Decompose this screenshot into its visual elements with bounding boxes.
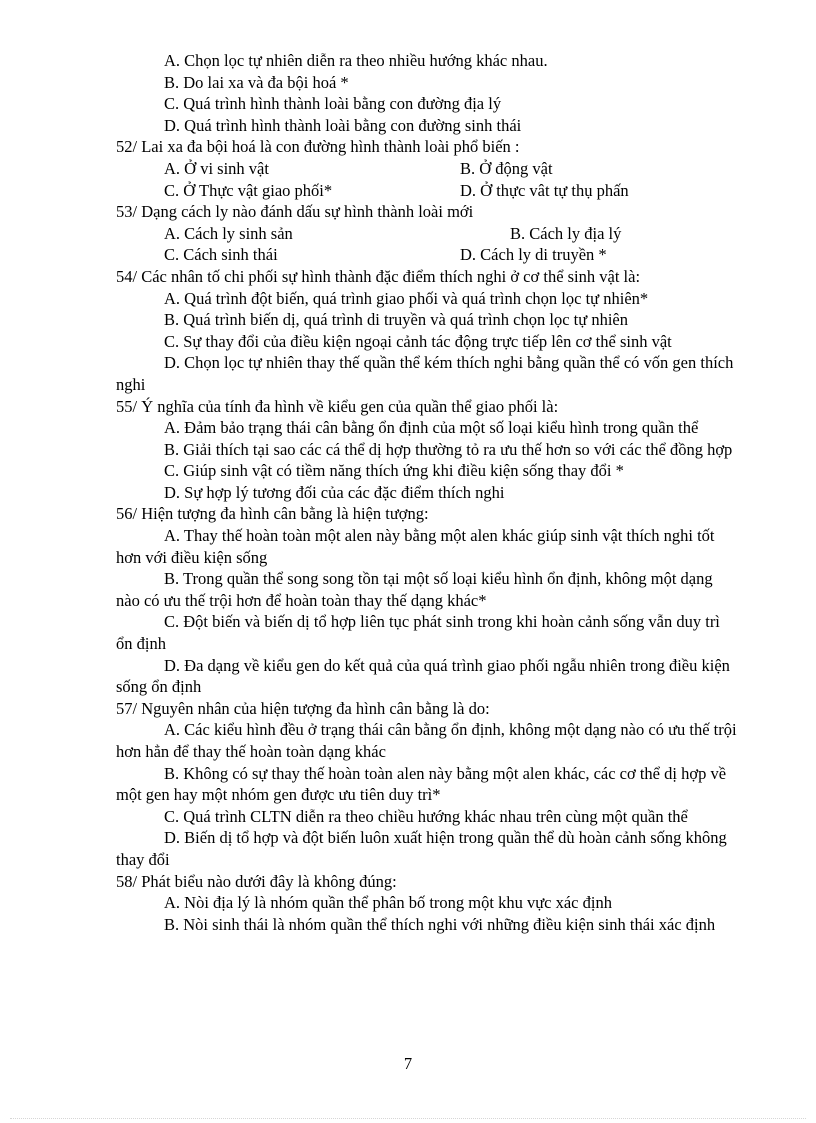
answer-b: B. Ở động vật bbox=[460, 158, 553, 178]
answer-line: A. Nòi địa lý là nhóm quần thể phân bố trong một khu vực xác định bbox=[164, 893, 612, 913]
answer-line: C. Quá trình CLTN diễn ra theo chiều hướng khác nhau trên cùng một quần thể bbox=[164, 806, 688, 826]
answer-line: C. Quá trình hình thành loài bằng con đường địa lý bbox=[164, 94, 502, 114]
page-bottom-divider bbox=[10, 1118, 806, 1119]
answer-line: B. Nòi sinh thái là nhóm quần thể thích nghi với những điều kiện sinh thái xác định bbox=[164, 914, 716, 934]
answer-line: C. Đột biến và biến dị tổ hợp liên tục phát sinh trong khi hoàn cảnh sống vẫn duy trì ổn định bbox=[116, 612, 720, 654]
question-52: 52/ Lai xa đa bội hoá là con đường hình thành loài phổ biến : bbox=[116, 137, 520, 157]
answer-line: A. Quá trình đột biến, quá trình giao phối và quá trình chọn lọc tự nhiên* bbox=[164, 288, 649, 308]
question-54: 54/ Các nhân tố chi phối sự hình thành đặc điểm thích nghi ở cơ thể sinh vật là: bbox=[116, 266, 641, 286]
answer-line: A. Chọn lọc tự nhiên diễn ra theo nhiều hướng khác nhau. bbox=[164, 51, 548, 70]
answer-line: B. Giải thích tại sao các cá thể dị hợp thường tỏ ra ưu thế hơn so với các thể đồng hợp bbox=[164, 439, 733, 459]
answer-c: C. Ở Thực vật giao phối* bbox=[164, 180, 333, 200]
answer-line: D. Chọn lọc tự nhiên thay thế quần thể kém thích nghi bằng quần thể có vốn gen thích nghi bbox=[116, 353, 734, 394]
answer-a: A. Ở vi sinh vật bbox=[164, 158, 269, 178]
answer-line: B. Do lai xa và đa bội hoá * bbox=[164, 72, 349, 92]
answer-line: B. Quá trình biến dị, quá trình di truyền và quá trình chọn lọc tự nhiên bbox=[164, 310, 628, 330]
question-56: 56/ Hiện tượng đa hình cân bằng là hiện tượng: bbox=[116, 504, 429, 524]
answer-d: D. Ở thực vât tự thụ phấn bbox=[460, 180, 629, 200]
question-58: 58/ Phát biểu nào dưới đây là không đúng: bbox=[116, 871, 397, 891]
answer-line: D. Biến dị tổ hợp và đột biến luôn xuất hiện trong quần thể dù hoàn cảnh sống không thay đổi bbox=[116, 828, 727, 869]
answer-row bbox=[116, 223, 740, 245]
page-number: 7 bbox=[403, 1054, 413, 1073]
answer-d: D. Cách ly di truyền * bbox=[460, 245, 607, 265]
question-53: 53/ Dạng cách ly nào đánh dấu sự hình thành loài mới bbox=[116, 202, 474, 222]
answer-c: C. Cách sinh thái bbox=[164, 245, 278, 265]
page-content bbox=[116, 50, 740, 935]
answer-b: B. Cách ly địa lý bbox=[510, 223, 622, 243]
answer-line: C. Sự thay đổi của điều kiện ngoại cảnh tác động trực tiếp lên cơ thể sinh vật bbox=[164, 331, 672, 351]
question-55: 55/ Ý nghĩa của tính đa hình về kiểu gen của quần thể giao phối là: bbox=[116, 396, 559, 416]
answer-line: D. Quá trình hình thành loài bằng con đường sinh thái bbox=[164, 115, 522, 135]
answer-line: A. Các kiểu hình đều ở trạng thái cân bằng ổn định, không một dạng nào có ưu thế trội hơn hẳn để thay thế hoàn toàn dạng khác bbox=[116, 720, 737, 761]
answer-row bbox=[116, 180, 740, 202]
answer-line: A. Thay thế hoàn toàn một alen này bằng một alen khác giúp sinh vật thích nghi tốt hơn với điều kiện sống bbox=[116, 526, 715, 567]
answer-line: C. Giúp sinh vật có tiềm năng thích ứng khi điều kiện sống thay đổi * bbox=[164, 461, 624, 481]
answer-row bbox=[116, 158, 740, 180]
answer-line: D. Đa dạng về kiểu gen do kết quả của quá trình giao phối ngẫu nhiên trong điều kiện sống ổn định bbox=[116, 655, 730, 697]
answer-line: B. Trong quần thể song song tồn tại một số loại kiểu hình ổn định, không một dạng nào có ưu thế trội hơn để hoàn toàn thay thế dạng khác* bbox=[116, 569, 713, 610]
answer-line: A. Đảm bảo trạng thái cân bằng ổn định của một số loại kiểu hình trong quần thể bbox=[164, 418, 699, 438]
answer-row bbox=[116, 244, 740, 266]
answer-line: B. Không có sự thay thế hoàn toàn alen này bằng một alen khác, các cơ thể dị hợp về một gen hay một nhóm gen được ưu tiên duy trì* bbox=[116, 763, 727, 805]
answer-a: A. Cách ly sinh sản bbox=[164, 223, 293, 243]
answer-line: D. Sự hợp lý tương đối của các đặc điểm thích nghi bbox=[164, 482, 505, 502]
question-57: 57/ Nguyên nhân của hiện tượng đa hình cân bằng là do: bbox=[116, 698, 490, 718]
